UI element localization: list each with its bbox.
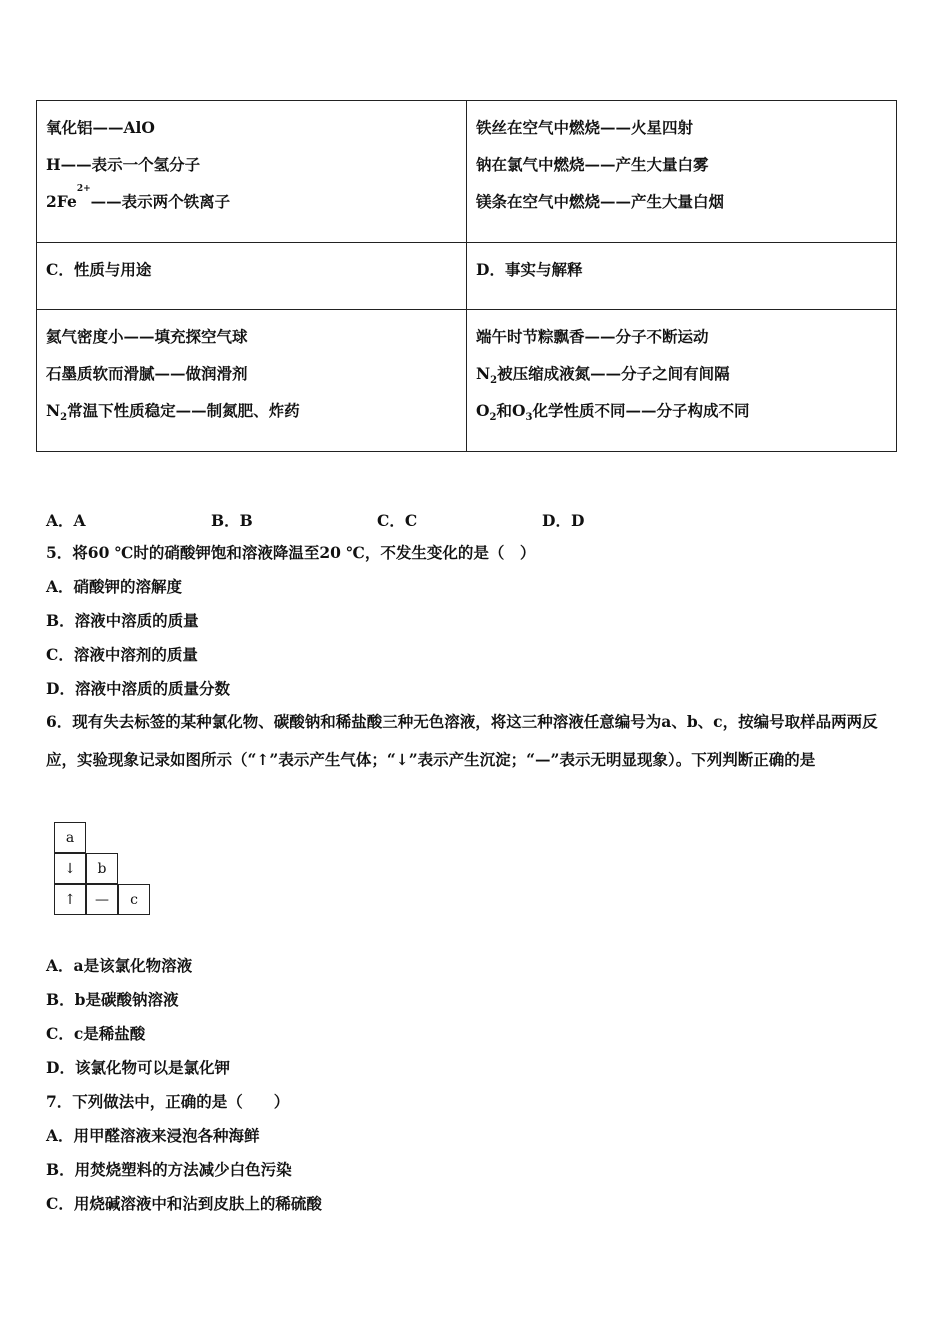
cell-d-line-1: 端午时节粽飘香——分子不断运动 <box>476 327 709 346</box>
cell-c-line-1: 氦气密度小——填充探空气球 <box>46 327 248 346</box>
cell-c-line-3-rest: 常温下性质稳定——制氮肥、炸药 <box>67 401 300 420</box>
q7-stem: 7．下列做法中，正确的是（ ） <box>46 1092 290 1111</box>
q4-choice-c[interactable]: C．C <box>377 511 418 530</box>
cell-d-line-3-and: 和O <box>496 401 526 420</box>
cell-d-line-3-sub1: 2 <box>489 412 497 424</box>
q5-stem: 5．将60 ℃时的硝酸钾饱和溶液降温至20 ℃，不发生变化的是（ ） <box>46 543 536 562</box>
grid-cell-bc-dash: — <box>86 884 118 915</box>
cell-b-line-1: 铁丝在空气中燃烧——火星四射 <box>476 118 694 137</box>
cell-c-line-2: 石墨质软而滑腻——做润滑剂 <box>46 364 248 383</box>
cell-c-head <box>37 243 467 310</box>
q6-option-b[interactable]: B．b是碳酸钠溶液 <box>46 990 179 1009</box>
grid-cell-b: b <box>86 853 118 884</box>
cell-b-line-2: 钠在氯气中燃烧——产生大量白雾 <box>476 155 709 174</box>
cell-a-line-3 <box>46 183 457 220</box>
cell-c-line-3 <box>46 392 457 429</box>
cell-d-line-3-sub2: 3 <box>525 412 533 424</box>
cell-a-line-1: 氧化铝——AlO <box>46 118 155 137</box>
cell-d-head <box>467 243 897 310</box>
cell-d-head-text: D．事实与解释 <box>476 260 583 279</box>
q7-option-b[interactable]: B．用焚烧塑料的方法减少白色污染 <box>46 1160 292 1179</box>
cell-a-line-3-base: 2Fe <box>46 192 77 211</box>
cell-d-line-3-o2: O <box>476 401 490 420</box>
q6-stem: 6．现有失去标签的某种氯化物、碳酸钠和稀盐酸三种无色溶液，将这三种溶液任意编号为a、b、c，按编号取样品两两反应，实验现象记录如图所示（“↑”表示产生气体；“↓”表示产生沉淀；“—”表示无明显现象）。下列判断正确的是 <box>46 712 878 769</box>
grid-cell-ac-up-arrow: ↑ <box>54 884 86 915</box>
cell-c-content <box>37 310 467 452</box>
cell-b-line-3: 镁条在空气中燃烧——产生大量白烟 <box>476 192 725 211</box>
q5-option-a[interactable]: A．硝酸钾的溶解度 <box>46 577 183 596</box>
q5-option-b[interactable]: B．溶液中溶质的质量 <box>46 611 199 630</box>
cell-c-line-3-base: N <box>46 401 61 420</box>
q4-choice-a[interactable]: A．A <box>46 511 86 530</box>
cell-c-line-3-sub: 2 <box>60 412 68 424</box>
cell-d-line-2-sub: 2 <box>490 375 498 387</box>
q7-option-a[interactable]: A．用甲醛溶液来浸泡各种海鲜 <box>46 1126 260 1145</box>
cell-b-content <box>467 101 897 243</box>
q4-choices <box>46 505 866 531</box>
cell-d-line-2-rest: 被压缩成液氮——分子之间有间隔 <box>497 364 730 383</box>
cell-d-line-2 <box>476 355 887 392</box>
q6-option-a[interactable]: A．a是该氯化物溶液 <box>46 956 193 975</box>
q7-option-c[interactable]: C．用烧碱溶液中和沾到皮肤上的稀硫酸 <box>46 1194 322 1213</box>
q5-option-c[interactable]: C．溶液中溶剂的质量 <box>46 645 198 664</box>
q4-choice-b[interactable]: B．B <box>211 511 253 530</box>
cell-a-line-3-sup: 2+ <box>76 184 91 194</box>
q5-option-d[interactable]: D．溶液中溶质的质量分数 <box>46 679 230 698</box>
q6-option-c[interactable]: C．c是稀盐酸 <box>46 1024 146 1043</box>
cell-a-line-3-rest: ——表示两个铁离子 <box>90 192 231 211</box>
cell-d-line-2-base: N <box>476 364 491 383</box>
cell-d-line-3-rest: 化学性质不同——分子构成不同 <box>532 401 750 420</box>
grid-cell-ab-down-arrow: ↓ <box>54 853 86 884</box>
cell-d-content <box>467 310 897 452</box>
q6-option-d[interactable]: D．该氯化物可以是氯化钾 <box>46 1058 230 1077</box>
grid-cell-c: c <box>118 884 150 915</box>
cell-a-content <box>37 101 467 243</box>
options-table <box>36 100 897 452</box>
cell-a-line-2: H——表示一个氢分子 <box>46 155 201 174</box>
cell-c-head-text: C．性质与用途 <box>46 260 152 279</box>
cell-d-line-3 <box>476 392 887 429</box>
grid-cell-a: a <box>54 822 86 853</box>
q4-choice-d[interactable]: D．D <box>542 511 585 530</box>
